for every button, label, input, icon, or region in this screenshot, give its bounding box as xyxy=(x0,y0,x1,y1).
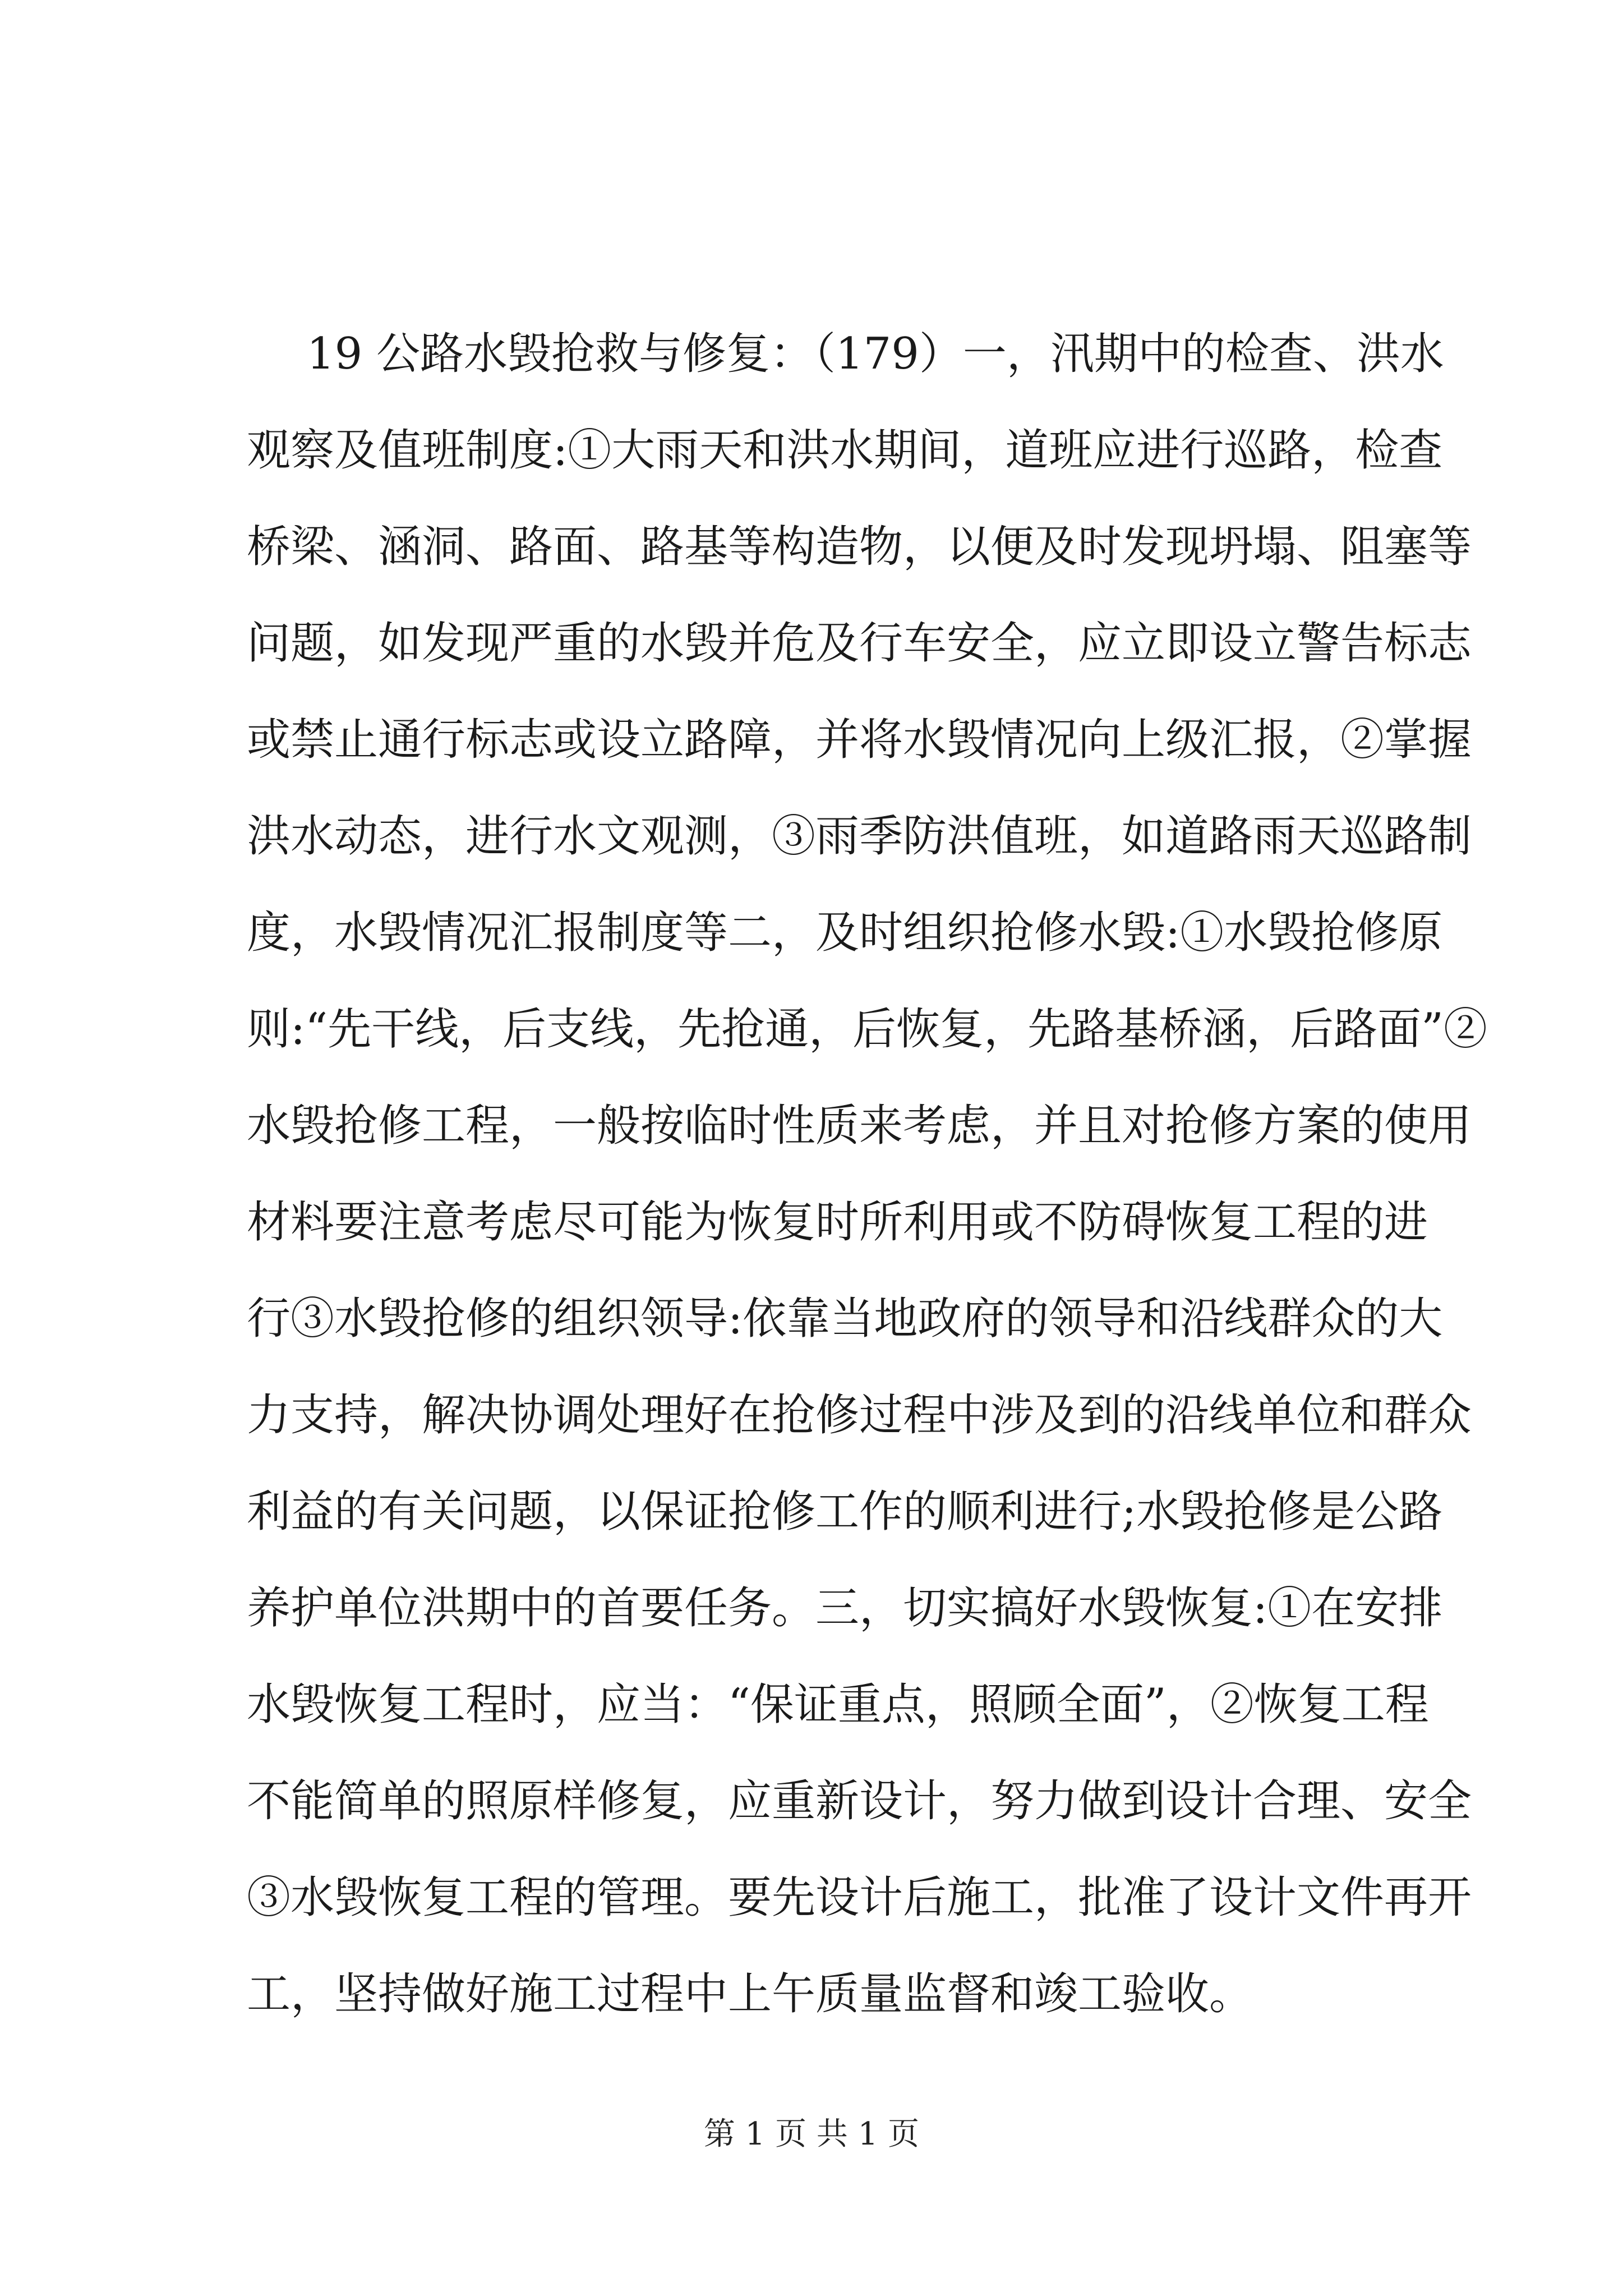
page-number-footer: 第 1 页 共 1 页 xyxy=(703,2116,920,2152)
paragraph-line: ③水毁恢复工程的管理。要先设计后施工，批准了设计文件再开 xyxy=(247,1872,1472,1923)
body-paragraph xyxy=(247,306,1488,2042)
paragraph-line: 或禁止通行标志或设立路障，并将水毁情况向上级汇报，②掌握 xyxy=(247,715,1472,765)
paragraph-line: 19 公路水毁抢救与修复：（179）一，汛期中的检查、洪水 xyxy=(307,329,1444,379)
paragraph-line: 度，水毁情况汇报制度等二，及时组织抢修水毁:①水毁抢修原 xyxy=(247,908,1443,958)
paragraph-line: 水毁抢修工程，一般按临时性质来考虑，并且对抢修方案的使用 xyxy=(247,1101,1472,1151)
paragraph-line: 桥梁、涵洞、路面、路基等构造物，以便及时发现坍塌、阻塞等 xyxy=(247,522,1472,572)
paragraph-line: 水毁恢复工程时，应当：“保证重点，照顾全面”，②恢复工程 xyxy=(247,1680,1429,1730)
paragraph-line: 则:“先干线，后支线，先抢通，后恢复，先路基桥涵，后路面”② xyxy=(247,1004,1488,1055)
paragraph-line: 问题，如发现严重的水毁并危及行车安全，应立即设立警告标志 xyxy=(247,618,1472,669)
paragraph-line: 力支持，解决协调处理好在抢修过程中涉及到的沿线单位和群众 xyxy=(247,1390,1472,1441)
paragraph-line: 观察及值班制度:①大雨天和洪水期间，道班应进行巡路，检查 xyxy=(247,425,1443,476)
paragraph-line: 材料要注意考虑尽可能为恢复时所利用或不防碍恢复工程的进 xyxy=(247,1197,1428,1248)
paragraph-line: 利益的有关问题，以保证抢修工作的顺利进行;水毁抢修是公路 xyxy=(247,1487,1443,1537)
paragraph-line: 不能简单的照原样修复，应重新设计，努力做到设计合理、安全 xyxy=(247,1776,1472,1826)
paragraph-line: 养护单位洪期中的首要任务。三，切实搞好水毁恢复:①在安排 xyxy=(247,1583,1443,1634)
paragraph-line: 行③水毁抢修的组织领导:依靠当地政府的领导和沿线群众的大 xyxy=(247,1294,1443,1344)
paragraph-line: 洪水动态，进行水文观测，③雨季防洪值班，如道路雨天巡路制 xyxy=(247,811,1472,862)
paragraph-line: 工，坚持做好施工过程中上午质量监督和竣工验收。 xyxy=(247,1969,1253,2019)
